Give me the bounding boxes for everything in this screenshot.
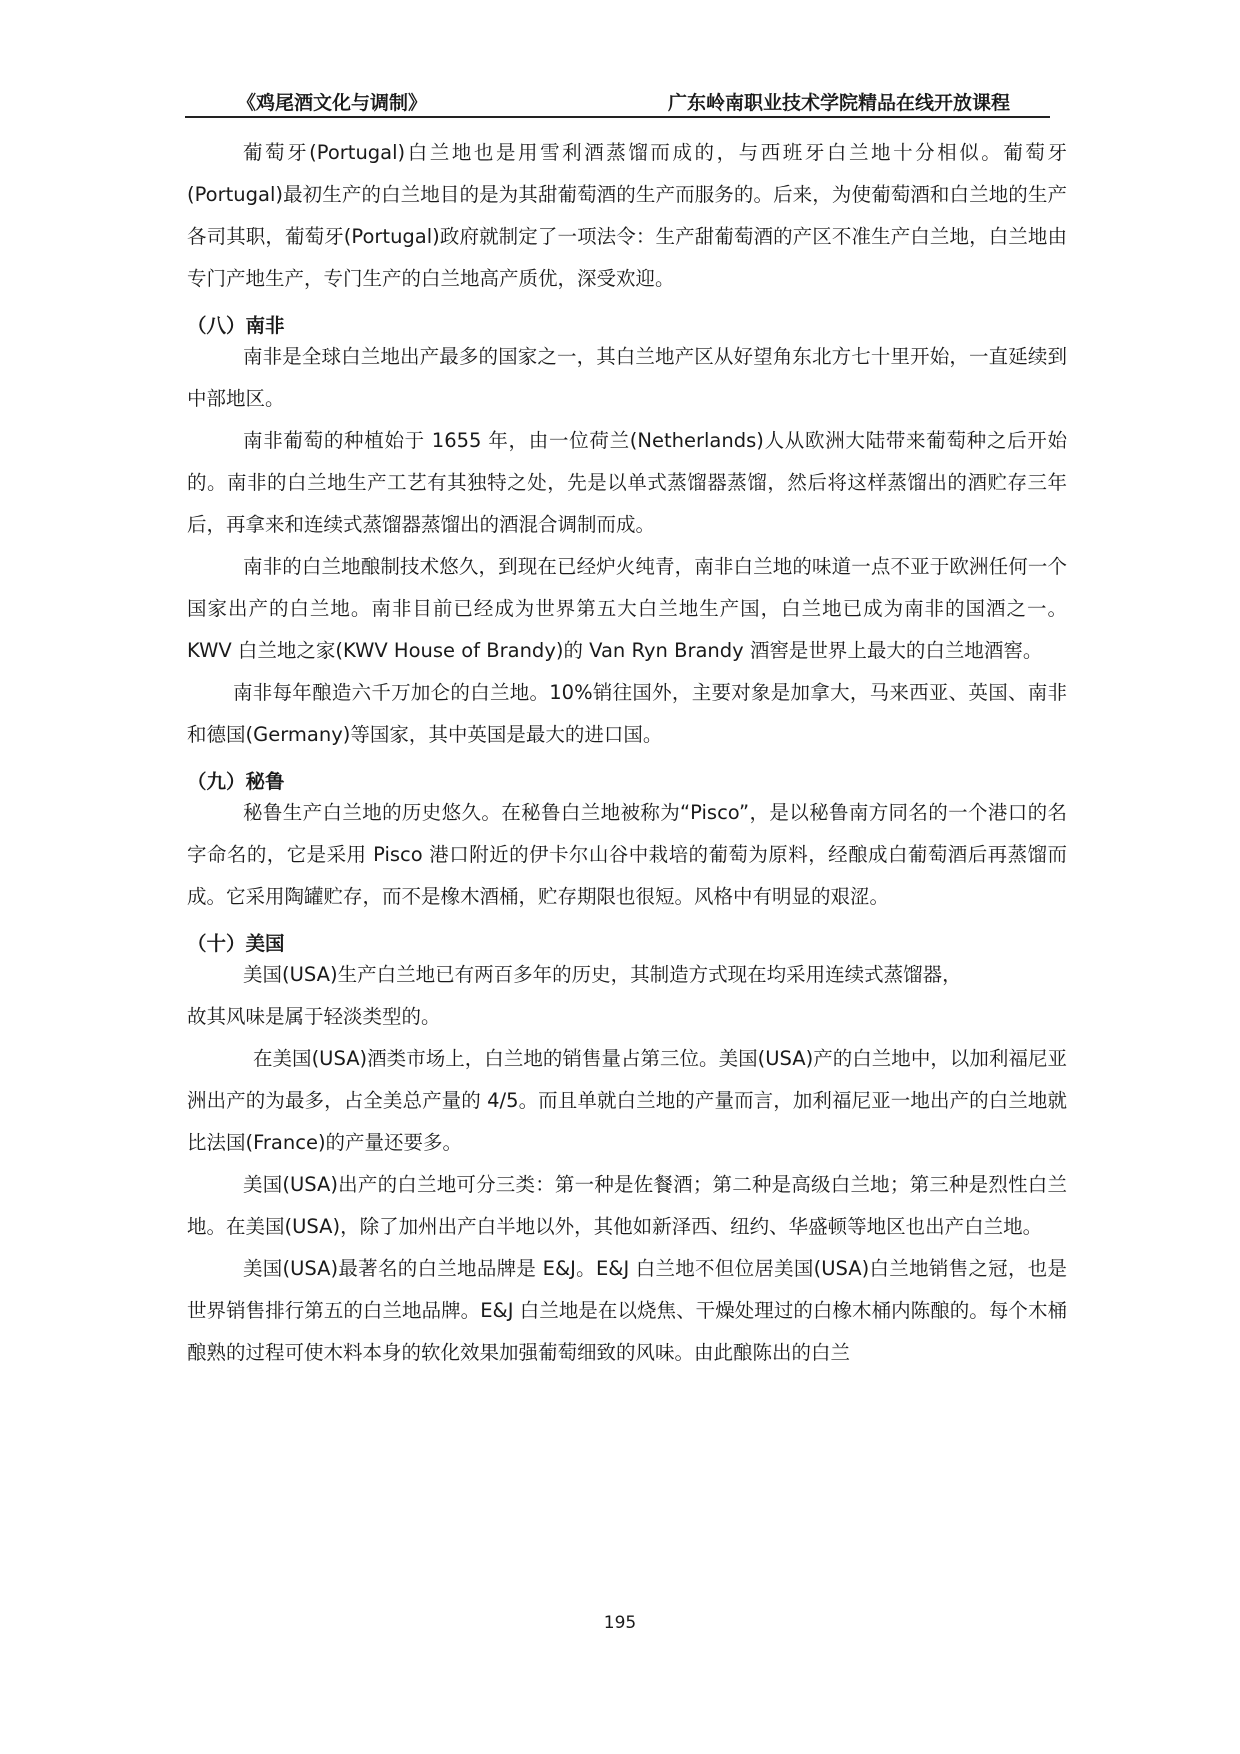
paragraph-south-africa-3: 南非的白兰地酿制技术悠久，到现在已经炉火纯青，南非白兰地的味道一点不亚于欧洲任何一个国家出产的白兰地。南非目前已经成为世界第五大白兰地生产国，白兰地已成为南非的国酒之一。KWV 白兰地之家(KWV House of Brandy)的 Van Ryn Brandy 酒窖是世界上最大的白兰地酒窖。 xyxy=(187,555,1067,662)
paragraph-usa-1a: 美国(USA)生产白兰地已有两百多年的历史，其制造方式现在均采用连续式蒸馏器， xyxy=(243,963,962,986)
paragraph-south-africa-1: 南非是全球白兰地出产最多的国家之一，其白兰地产区从好望角东北方七十里开始，一直延续到中部地区。 xyxy=(187,345,1067,410)
institution-name: 广东岭南职业技术学院精品在线开放课程 xyxy=(667,92,1010,114)
paragraph-south-africa-2: 南非葡萄的种植始于 1655 年，由一位荷兰(Netherlands)人从欧洲大陆带来葡萄种之后开始的。南非的白兰地生产工艺有其独特之处，先是以单式蒸馏器蒸馏，然后将这样蒸馏出的酒贮存三年后，再拿来和连续式蒸馏器蒸馏出的酒混合调制而成。 xyxy=(187,429,1067,536)
paragraph-usa-4: 美国(USA)最著名的白兰地品牌是 E&J。E&J 白兰地不但位居美国(USA)白兰地销售之冠，也是世界销售排行第五的白兰地品牌。E&J 白兰地是在以烧焦、干燥处理过的白橡木桶内陈酿的。每个木桶酿熟的过程可使木料本身的软化效果加强葡萄细致的风味。由此酿陈出的白兰 xyxy=(187,1257,1067,1364)
page-number: 195 xyxy=(603,1613,637,1633)
paragraph-usa-2: 在美国(USA)酒类市场上，白兰地的销售量占第三位。美国(USA)产的白兰地中，以加利福尼亚洲出产的为最多，占全美总产量的 4/5。而且单就白兰地的产量而言，加利福尼亚一地出产的白兰地就比法国(France)的产量还要多。 xyxy=(187,1047,1067,1154)
section-heading-usa: （十）美国 xyxy=(187,932,285,955)
document-body xyxy=(187,132,1067,1374)
page-header xyxy=(185,84,1050,118)
paragraph-portugal: 葡萄牙(Portugal)白兰地也是用雪利酒蒸馏而成的，与西班牙白兰地十分相似。葡萄牙(Portugal)最初生产的白兰地目的是为其甜葡萄酒的生产而服务的。后来，为使葡萄酒和白兰地的生产各司其职，葡萄牙(Portugal)政府就制定了一项法令：生产甜葡萄酒的产区不准生产白兰地，白兰地由专门产地生产，专门生产的白兰地高产质优，深受欢迎。 xyxy=(187,141,1067,290)
paragraph-usa-3: 美国(USA)出产的白兰地可分三类：第一种是佐餐酒；第二种是高级白兰地；第三种是烈性白兰地。在美国(USA)，除了加州出产白半地以外，其他如新泽西、纽约、华盛顿等地区也出产白兰地。 xyxy=(187,1173,1067,1238)
section-heading-peru: （九）秘鲁 xyxy=(187,770,285,793)
course-title: 《鸡尾酒文化与调制》 xyxy=(237,92,428,114)
paragraph-usa-1b: 故其风味是属于轻淡类型的。 xyxy=(187,1005,441,1028)
paragraph-south-africa-4: 南非每年酿造六千万加仑的白兰地。10%销往国外，主要对象是加拿大，马来西亚、英国、南非和德国(Germany)等国家，其中英国是最大的进口国。 xyxy=(187,681,1067,746)
paragraph-peru: 秘鲁生产白兰地的历史悠久。在秘鲁白兰地被称为“Pisco”，是以秘鲁南方同名的一个港口的名字命名的，它是采用 Pisco 港口附近的伊卡尔山谷中栽培的葡萄为原料，经酿成白葡萄酒后再蒸馏而成。它采用陶罐贮存，而不是橡木酒桶，贮存期限也很短。风格中有明显的艰涩。 xyxy=(187,801,1067,908)
section-heading-south-africa: （八）南非 xyxy=(187,314,285,337)
